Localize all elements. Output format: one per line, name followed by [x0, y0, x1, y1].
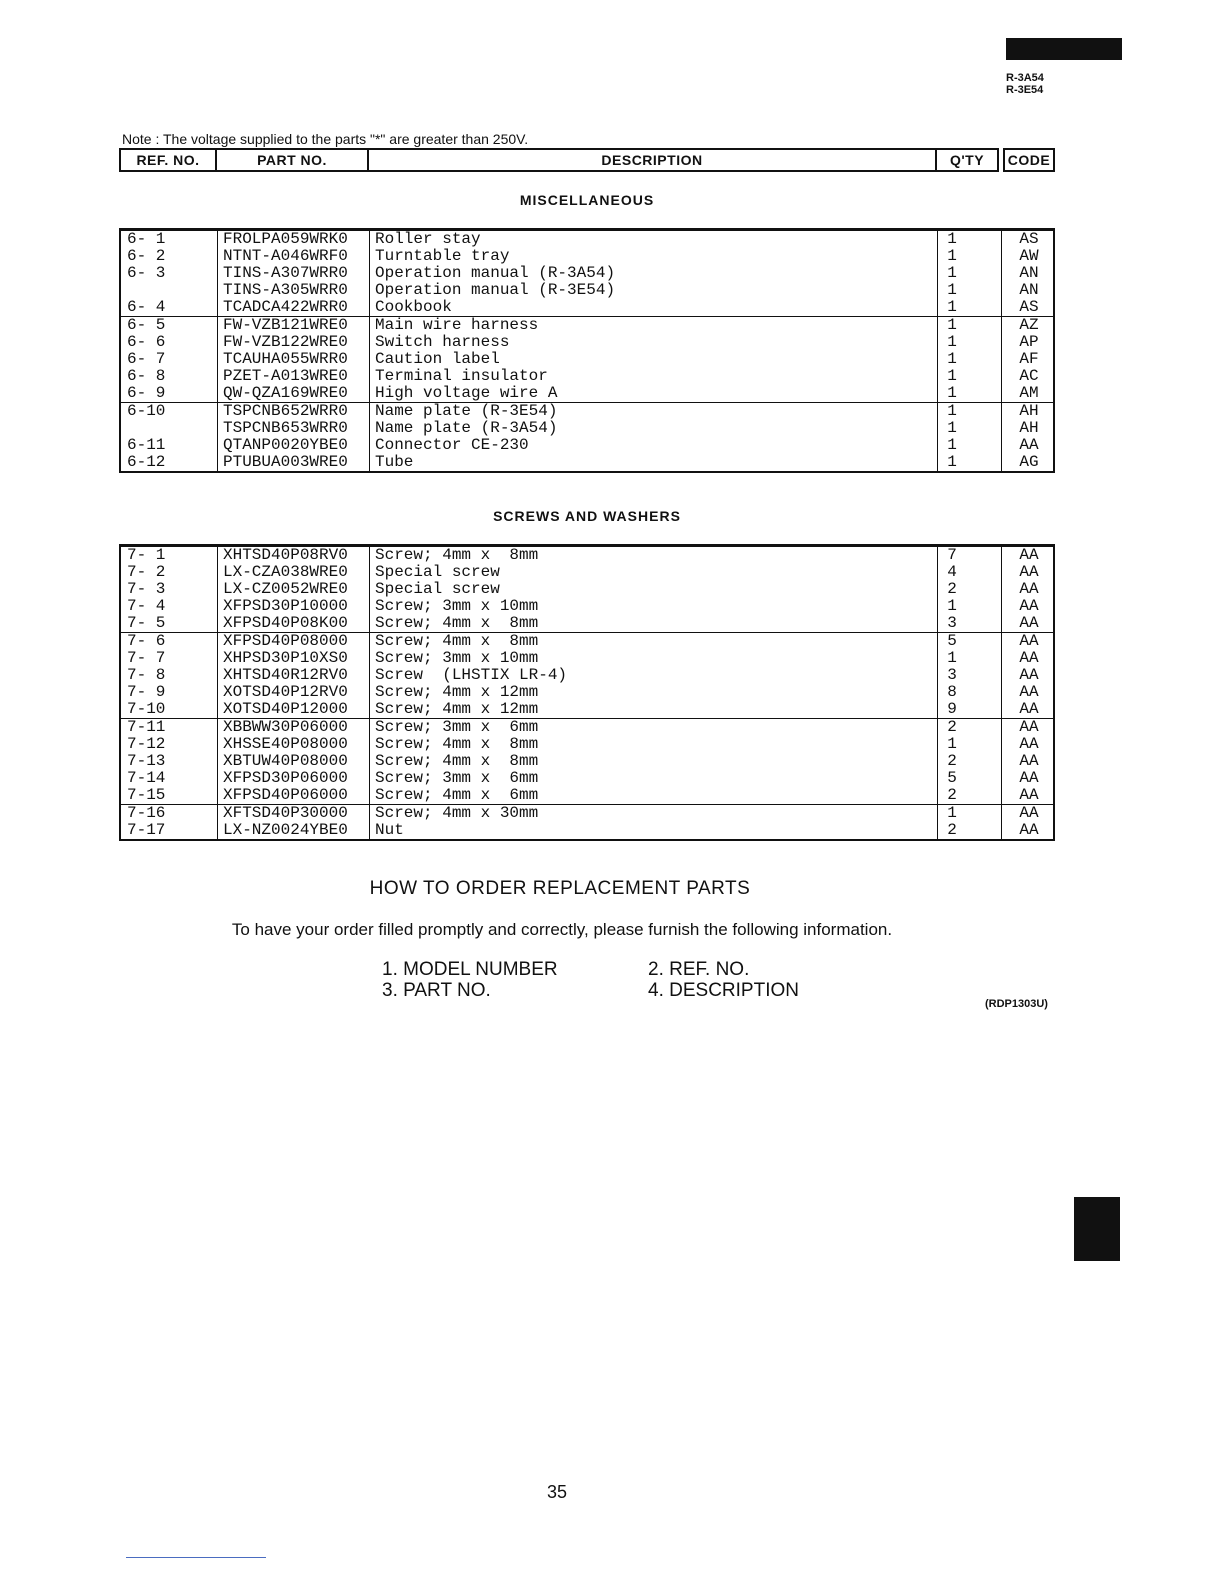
code-cell: AF	[1019, 350, 1039, 368]
model-number: R-3A54	[1006, 72, 1044, 84]
table-row	[121, 317, 1053, 334]
ordering-instruction: To have your order filled promptly and correctly, please furnish the following information.	[231, 920, 893, 939]
table-row	[121, 437, 1053, 454]
qty-cell: 4	[947, 563, 957, 581]
description-cell: Name plate (R-3E54)	[375, 402, 558, 420]
ref-no-cell: 7- 1	[127, 546, 166, 564]
qty-cell: 1	[947, 597, 957, 615]
description-cell: Caution label	[375, 350, 500, 368]
qty-cell: 2	[947, 580, 957, 598]
part-no-cell: XFPSD30P06000	[223, 769, 348, 787]
qty-cell: 2	[947, 821, 957, 839]
qty-cell: 2	[947, 752, 957, 770]
description-cell: Special screw	[375, 563, 500, 581]
qty-cell: 1	[947, 436, 957, 454]
part-no-cell: TINS-A305WRR0	[223, 281, 348, 299]
row-group	[121, 546, 1053, 632]
code-cell: AA	[1019, 614, 1039, 632]
description-cell: Roller stay	[375, 230, 481, 248]
table-row	[121, 368, 1053, 385]
part-no-cell: LX-CZ0052WRE0	[223, 580, 348, 598]
qty-cell: 1	[947, 333, 957, 351]
description-cell: Screw; 4mm x 8mm	[375, 546, 539, 564]
code-cell: AS	[1019, 298, 1039, 316]
part-no-cell: TSPCNB653WRR0	[223, 419, 348, 437]
code-cell: AA	[1019, 649, 1039, 667]
code-cell: AN	[1019, 264, 1039, 282]
part-no-cell: LX-NZ0024YBE0	[223, 821, 348, 839]
row-group	[121, 632, 1053, 718]
ref-no-cell: 7-11	[127, 718, 166, 736]
code-cell: AA	[1019, 580, 1039, 598]
table-row	[121, 770, 1053, 787]
qty-cell: 1	[947, 649, 957, 667]
part-no-cell: XBTUW40P08000	[223, 752, 348, 770]
code-cell: AA	[1019, 563, 1039, 581]
header-qty: Q'TY	[935, 148, 999, 172]
table-row	[121, 684, 1053, 701]
ref-no-cell: 7-17	[127, 821, 166, 839]
description-cell: Main wire harness	[375, 316, 539, 334]
description-cell: Screw; 4mm x 12mm	[375, 683, 539, 701]
code-cell: AA	[1019, 666, 1039, 684]
description-cell: Operation manual (R-3E54)	[375, 281, 616, 299]
part-no-cell: XOTSD40P12000	[223, 700, 348, 718]
description-cell: Screw; 3mm x 6mm	[375, 769, 539, 787]
ref-no-cell: 6- 6	[127, 333, 166, 351]
ref-no-cell: 7- 6	[127, 632, 166, 650]
qty-cell: 1	[947, 419, 957, 437]
description-cell: Screw (LHSTIX LR-4)	[375, 666, 568, 684]
description-cell: Turntable tray	[375, 247, 510, 265]
voltage-note: Note : The voltage supplied to the parts "*" are greater than 250V.	[122, 131, 529, 147]
table-row	[121, 334, 1053, 351]
row-group	[121, 718, 1053, 804]
part-no-cell: XFTSD40P30000	[223, 804, 348, 822]
code-cell: AA	[1019, 718, 1039, 736]
code-cell: AG	[1019, 453, 1039, 471]
ref-no-cell: 7- 8	[127, 666, 166, 684]
part-no-cell: XHTSD40R12RV0	[223, 666, 348, 684]
qty-cell: 1	[947, 453, 957, 471]
description-cell: Screw; 4mm x 8mm	[375, 614, 539, 632]
ref-no-cell: 7- 2	[127, 563, 166, 581]
ref-no-cell: 7- 5	[127, 614, 166, 632]
table-row	[121, 385, 1053, 402]
code-cell: AH	[1019, 402, 1039, 420]
table-row	[121, 351, 1053, 368]
table-row	[121, 787, 1053, 804]
ref-no-cell: 6- 4	[127, 298, 166, 316]
row-group	[121, 230, 1053, 316]
table-row	[121, 403, 1053, 420]
description-cell: High voltage wire A	[375, 384, 558, 402]
description-cell: Screw; 4mm x 8mm	[375, 632, 539, 650]
code-cell: AC	[1019, 367, 1039, 385]
header-ref-no: REF. NO.	[119, 148, 217, 172]
table-row	[121, 282, 1053, 299]
code-cell: AA	[1019, 683, 1039, 701]
part-no-cell: XHSSE40P08000	[223, 735, 348, 753]
part-no-cell: QW-QZA169WRE0	[223, 384, 348, 402]
qty-cell: 5	[947, 769, 957, 787]
part-no-cell: XOTSD40P12RV0	[223, 683, 348, 701]
model-number: R-3E54	[1006, 84, 1044, 96]
table-row	[121, 805, 1053, 822]
table-row	[121, 633, 1053, 650]
part-no-cell: XBBWW30P06000	[223, 718, 348, 736]
ref-no-cell: 6- 2	[127, 247, 166, 265]
qty-cell: 1	[947, 735, 957, 753]
footer-line	[126, 1557, 266, 1558]
model-numbers	[1006, 72, 1044, 96]
description-cell: Screw; 3mm x 10mm	[375, 597, 539, 615]
ref-no-cell: 6-11	[127, 436, 166, 454]
code-cell: AA	[1019, 700, 1039, 718]
code-cell: AA	[1019, 436, 1039, 454]
code-cell: AA	[1019, 769, 1039, 787]
table-row	[121, 615, 1053, 632]
code-cell: AS	[1019, 230, 1039, 248]
qty-cell: 1	[947, 298, 957, 316]
qty-cell: 3	[947, 666, 957, 684]
row-group	[121, 316, 1053, 402]
qty-cell: 1	[947, 230, 957, 248]
ordering-item: 4. DESCRIPTION	[648, 980, 799, 1001]
qty-cell: 9	[947, 700, 957, 718]
ordering-title: HOW TO ORDER REPLACEMENT PARTS	[369, 878, 751, 899]
part-no-cell: PTUBUA003WRE0	[223, 453, 348, 471]
part-no-cell: PZET-A013WRE0	[223, 367, 348, 385]
description-cell: Screw; 4mm x 8mm	[375, 735, 539, 753]
page-number: 35	[546, 1482, 568, 1502]
qty-cell: 7	[947, 546, 957, 564]
code-cell: AA	[1019, 597, 1039, 615]
table-row	[121, 598, 1053, 615]
table-row	[121, 736, 1053, 753]
qty-cell: 1	[947, 804, 957, 822]
part-no-cell: NTNT-A046WRF0	[223, 247, 348, 265]
table-row	[121, 667, 1053, 684]
qty-cell: 1	[947, 350, 957, 368]
qty-cell: 5	[947, 632, 957, 650]
description-cell: Screw; 3mm x 10mm	[375, 649, 539, 667]
table-row	[121, 650, 1053, 667]
ref-no-cell: 6-10	[127, 402, 166, 420]
code-cell: AH	[1019, 419, 1039, 437]
ref-no-cell: 7- 9	[127, 683, 166, 701]
header-description: DESCRIPTION	[367, 148, 937, 172]
ref-no-cell: 6- 5	[127, 316, 166, 334]
qty-cell: 1	[947, 402, 957, 420]
ref-no-cell: 7-16	[127, 804, 166, 822]
part-no-cell: XFPSD40P08000	[223, 632, 348, 650]
ref-no-cell: 6- 8	[127, 367, 166, 385]
table-row	[121, 701, 1053, 718]
table-row	[121, 420, 1053, 437]
description-cell: Operation manual (R-3A54)	[375, 264, 616, 282]
document-reference: (RDP1303U)	[985, 998, 1048, 1010]
part-no-cell: XHPSD30P10XS0	[223, 649, 348, 667]
part-no-cell: TCADCA422WRR0	[223, 298, 348, 316]
qty-cell: 1	[947, 316, 957, 334]
table-row	[121, 265, 1053, 282]
description-cell: Switch harness	[375, 333, 510, 351]
qty-cell: 2	[947, 718, 957, 736]
parts-table-screws	[119, 544, 1055, 841]
black-side-tab	[1074, 1197, 1120, 1261]
ref-no-cell: 7-15	[127, 786, 166, 804]
table-row	[121, 753, 1053, 770]
ref-no-cell: 7- 3	[127, 580, 166, 598]
table-row	[121, 822, 1053, 839]
part-no-cell: QTANP0020YBE0	[223, 436, 348, 454]
part-no-cell: TSPCNB652WRR0	[223, 402, 348, 420]
row-group	[121, 804, 1053, 839]
description-cell: Screw; 4mm x 30mm	[375, 804, 539, 822]
part-no-cell: XFPSD40P08K00	[223, 614, 348, 632]
part-no-cell: LX-CZA038WRE0	[223, 563, 348, 581]
code-cell: AW	[1019, 247, 1039, 265]
ref-no-cell: 6- 3	[127, 264, 166, 282]
code-cell: AA	[1019, 735, 1039, 753]
table-row	[121, 299, 1053, 316]
ref-no-cell: 6- 1	[127, 230, 166, 248]
code-cell: AA	[1019, 752, 1039, 770]
header-part-no: PART NO.	[215, 148, 369, 172]
qty-cell: 1	[947, 247, 957, 265]
table-row	[121, 581, 1053, 598]
ordering-item: 1. MODEL NUMBER	[382, 959, 558, 980]
part-no-cell: XFPSD40P06000	[223, 786, 348, 804]
code-cell: AA	[1019, 804, 1039, 822]
code-cell: AA	[1019, 821, 1039, 839]
header-code: CODE	[1003, 148, 1055, 172]
description-cell: Name plate (R-3A54)	[375, 419, 558, 437]
qty-cell: 3	[947, 614, 957, 632]
ref-no-cell: 6- 9	[127, 384, 166, 402]
description-cell: Screw; 3mm x 6mm	[375, 718, 539, 736]
part-no-cell: FW-VZB121WRE0	[223, 316, 348, 334]
description-cell: Special screw	[375, 580, 500, 598]
table-row	[121, 719, 1053, 736]
ref-no-cell: 7-13	[127, 752, 166, 770]
description-cell: Screw; 4mm x 8mm	[375, 752, 539, 770]
column-header-row	[119, 148, 1055, 172]
table-row	[121, 547, 1053, 564]
qty-cell: 1	[947, 384, 957, 402]
description-cell: Screw; 4mm x 6mm	[375, 786, 539, 804]
ordering-item: 2. REF. NO.	[648, 959, 750, 980]
table-row	[121, 454, 1053, 471]
row-group	[121, 402, 1053, 471]
section-title-miscellaneous: MISCELLANEOUS	[519, 192, 655, 208]
ref-no-cell: 6- 7	[127, 350, 166, 368]
table-row	[121, 231, 1053, 248]
ordering-item: 3. PART NO.	[382, 980, 491, 1001]
code-cell: AA	[1019, 546, 1039, 564]
part-no-cell: FROLPA059WRK0	[223, 230, 348, 248]
description-cell: Connector CE-230	[375, 436, 529, 454]
part-no-cell: XFPSD30P10000	[223, 597, 348, 615]
part-no-cell: XHTSD40P08RV0	[223, 546, 348, 564]
ref-no-cell: 6-12	[127, 453, 166, 471]
part-no-cell: FW-VZB122WRE0	[223, 333, 348, 351]
black-corner-tab	[1006, 38, 1122, 60]
ref-no-cell: 7-10	[127, 700, 166, 718]
table-row	[121, 248, 1053, 265]
ref-no-cell: 7-12	[127, 735, 166, 753]
qty-cell: 1	[947, 367, 957, 385]
code-cell: AN	[1019, 281, 1039, 299]
description-cell: Terminal insulator	[375, 367, 548, 385]
part-no-cell: TINS-A307WRR0	[223, 264, 348, 282]
qty-cell: 1	[947, 281, 957, 299]
code-cell: AZ	[1019, 316, 1039, 334]
part-no-cell: TCAUHA055WRR0	[223, 350, 348, 368]
table-row	[121, 564, 1053, 581]
code-cell: AA	[1019, 632, 1039, 650]
description-cell: Nut	[375, 821, 404, 839]
ref-no-cell: 7- 4	[127, 597, 166, 615]
code-cell: AM	[1019, 384, 1039, 402]
qty-cell: 8	[947, 683, 957, 701]
description-cell: Cookbook	[375, 298, 452, 316]
description-cell: Screw; 4mm x 12mm	[375, 700, 539, 718]
ref-no-cell: 7- 7	[127, 649, 166, 667]
qty-cell: 2	[947, 786, 957, 804]
section-title-screws: SCREWS AND WASHERS	[493, 508, 681, 524]
code-cell: AA	[1019, 786, 1039, 804]
description-cell: Tube	[375, 453, 414, 471]
parts-table-miscellaneous	[119, 228, 1055, 473]
code-cell: AP	[1019, 333, 1039, 351]
ref-no-cell: 7-14	[127, 769, 166, 787]
qty-cell: 1	[947, 264, 957, 282]
